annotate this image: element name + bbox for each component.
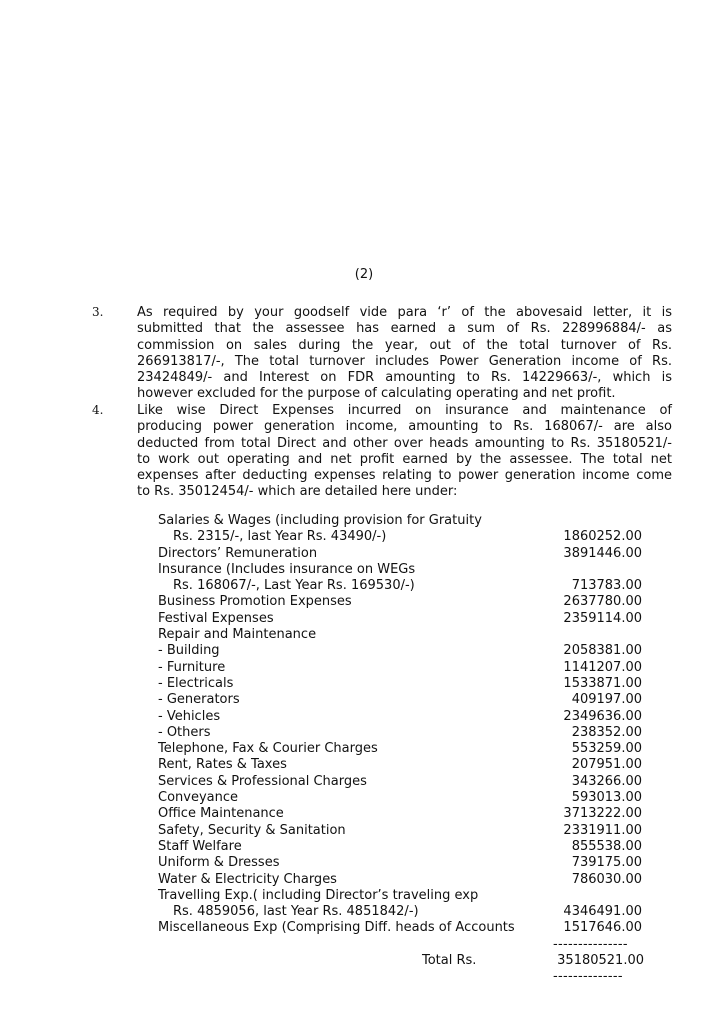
expense-label: Insurance (Includes insurance on WEGs [158, 561, 416, 577]
expense-label: Miscellaneous Exp (Comprising Diff. heads of Accounts [158, 920, 515, 936]
expense-label: Rs. 2315/-, last Year Rs. 43490/-) [173, 529, 387, 545]
page-number: (2) [354, 267, 374, 282]
expense-row [158, 872, 658, 888]
expense-row [158, 513, 658, 529]
paragraph-3 [137, 305, 672, 403]
expense-label: Safety, Security & Sanitation [158, 822, 346, 838]
paragraph-line: 266913817/-, The total turnover includes Power Generation income of Rs. [137, 353, 672, 369]
paragraph-line: commission on sales during the year, out of the total turnover of Rs. [137, 337, 672, 353]
expense-label: - Furniture [158, 659, 226, 675]
paragraph-line: deducted from total Direct and other over heads amounting to Rs. 35180521/- [137, 435, 672, 451]
expense-row [158, 562, 658, 578]
expense-amount: 1141207.00 [563, 659, 642, 675]
expense-amount: 593013.00 [571, 790, 642, 806]
expense-amount: 1860252.00 [563, 529, 642, 545]
expense-label: Rs. 4859056, last Year Rs. 4851842/-) [173, 904, 419, 920]
expense-label: Rs. 168067/-, Last Year Rs. 169530/-) [173, 578, 415, 594]
expense-list [158, 513, 658, 937]
expense-label: Festival Expenses [158, 610, 274, 626]
expense-amount: 3713222.00 [563, 806, 642, 822]
expense-row [158, 839, 658, 855]
expense-row [158, 920, 658, 936]
paragraph-line: Like wise Direct Expenses incurred on insurance and maintenance of [137, 403, 672, 418]
expense-row [158, 888, 658, 904]
expense-row [158, 643, 658, 659]
expense-row [158, 546, 658, 562]
paragraph-number-3: 3. [92, 305, 104, 319]
expense-label: - Vehicles [158, 708, 221, 724]
expense-row [158, 757, 658, 773]
paragraph-line: As required by your goodself vide para ‘r’ of the abovesaid letter, it is [137, 305, 672, 320]
expense-label: Services & Professional Charges [158, 773, 367, 789]
expense-row [158, 660, 658, 676]
expense-row [158, 904, 658, 920]
paragraph-line: producing power generation income, amounting to Rs. 168067/- are also [137, 419, 672, 435]
expense-amount: 1533871.00 [563, 675, 642, 691]
expense-label: Telephone, Fax & Courier Charges [158, 741, 378, 757]
expense-label: Salaries & Wages (including provision for Gratuity [158, 513, 482, 528]
expense-amount: 207951.00 [571, 757, 642, 773]
expense-amount: 2349636.00 [563, 708, 642, 724]
expense-row [158, 529, 658, 545]
expense-label: Conveyance [158, 790, 239, 806]
expense-label: Directors’ Remuneration [158, 545, 318, 561]
expense-row [158, 790, 658, 806]
expense-amount: 2058381.00 [563, 643, 642, 659]
expense-row [158, 627, 658, 643]
expense-amount: 1517646.00 [563, 920, 642, 936]
expense-row [158, 594, 658, 610]
expense-label: Water & Electricity Charges [158, 871, 337, 887]
expense-amount: 713783.00 [571, 578, 642, 594]
expense-amount: 553259.00 [571, 741, 642, 757]
expense-row [158, 725, 658, 741]
total-amount: 35180521.00 [557, 953, 644, 968]
expense-amount: 739175.00 [571, 855, 642, 871]
paragraph-line: 23424849/- and Interest on FDR amounting to Rs. 14229663/-, which is [137, 370, 672, 386]
paragraph-line: submitted that the assessee has earned a sum of Rs. 228996884/- as [137, 321, 672, 337]
separator-top: --------------- [553, 937, 628, 952]
expense-label: Business Promotion Expenses [158, 594, 352, 610]
expense-row [158, 578, 658, 594]
expense-row [158, 676, 658, 692]
expense-row [158, 611, 658, 627]
expense-amount: 4346491.00 [563, 904, 642, 920]
expense-row [158, 855, 658, 871]
expense-amount: 2359114.00 [563, 610, 642, 626]
separator-bottom: -------------- [553, 969, 623, 984]
expense-row [158, 806, 658, 822]
expense-label: - Others [158, 724, 211, 740]
expense-amount: 2637780.00 [563, 594, 642, 610]
expense-amount: 855538.00 [571, 838, 642, 854]
expense-row [158, 774, 658, 790]
expense-amount: 409197.00 [571, 692, 642, 708]
expense-label: - Building [158, 643, 220, 659]
expense-amount: 786030.00 [571, 871, 642, 887]
expense-row [158, 692, 658, 708]
expense-amount: 343266.00 [571, 773, 642, 789]
paragraph-line: however excluded for the purpose of calculating operating and net profit. [137, 386, 616, 402]
expense-label: Uniform & Dresses [158, 855, 280, 871]
expense-label: Office Maintenance [158, 806, 284, 822]
expense-label: Staff Welfare [158, 838, 242, 854]
paragraph-4 [137, 403, 672, 501]
paragraph-number-4: 4. [92, 403, 104, 417]
expense-row [158, 741, 658, 757]
expense-label: Repair and Maintenance [158, 627, 317, 643]
paragraph-line: to Rs. 35012454/- which are detailed here under: [137, 484, 458, 500]
expense-row [158, 709, 658, 725]
expense-label: Travelling Exp.( including Director’s traveling exp [158, 887, 479, 903]
total-label: Total Rs. [422, 953, 477, 968]
paragraph-line: expenses after deducting expenses relating to power generation income come [137, 468, 672, 484]
expense-label: - Generators [158, 692, 240, 708]
expense-label: Rent, Rates & Taxes [158, 757, 287, 773]
expense-row [158, 823, 658, 839]
expense-label: - Electricals [158, 675, 234, 691]
paragraph-line: to work out operating and net profit earned by the assessee. The total net [137, 451, 672, 467]
expense-amount: 238352.00 [571, 724, 642, 740]
expense-amount: 3891446.00 [563, 545, 642, 561]
expense-amount: 2331911.00 [563, 822, 642, 838]
